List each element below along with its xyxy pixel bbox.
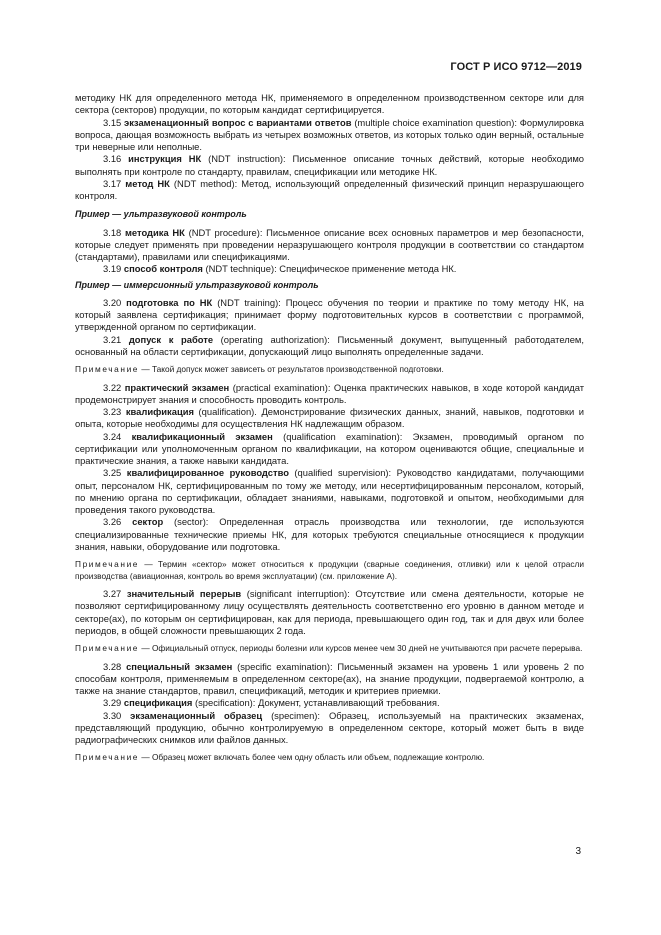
definition-3-26 bbox=[75, 516, 584, 553]
definition-term: способ контроля bbox=[123, 263, 203, 275]
note-text: — Образец может включать более чем одну область или объем, подлежащие контролю. bbox=[139, 752, 485, 763]
definition-term: методика НК bbox=[124, 226, 185, 238]
definition-text: (qualification examination): Экзамен, проводимый органом по сертификации или уполномоченным органом по квалификации, на котором оцениваются общие, специальные и практические знания, а также навыки кандидата. bbox=[75, 430, 584, 466]
definition-3-19 bbox=[75, 263, 584, 275]
definition-term: специальный экзамен bbox=[126, 660, 233, 672]
definition-term: инструкция НК bbox=[128, 153, 202, 165]
definition-number: 3.28 bbox=[103, 660, 127, 672]
page-number: 3 bbox=[575, 846, 581, 857]
definition-text: (specific examination): Письменный экзамен на уровень 1 или уровень 2 по способам контроля, применяемым в определенном секторе(ах), на знание продукции, подвергаемой контролю, а также на знание стандартов, правил, спецификаций, методик и критериев приемки. bbox=[75, 660, 584, 696]
definition-text: (practical examination): Оценка практических навыков, в ходе которой кандидат продемонстрирует знания и способность проводить контроль. bbox=[75, 381, 585, 405]
definition-3-21 bbox=[75, 334, 584, 359]
definition-term: допуск к работе bbox=[128, 333, 214, 345]
note-3-21 bbox=[75, 364, 584, 376]
definition-text: (NDT method): Метод, использующий определенный физический принцип неразрушающего контроля. bbox=[75, 177, 584, 201]
note-label: Примечание bbox=[75, 559, 140, 569]
definition-term: практический экзамен bbox=[124, 381, 230, 393]
definition-text: (qualification). Демонстрирование физических данных, знаний, навыков, подготовки и опыта, которые необходимы для осуществления НК надлежащим образом. bbox=[75, 406, 584, 430]
definition-number: 3.19 bbox=[103, 263, 124, 275]
definition-3-20 bbox=[75, 297, 584, 334]
definition-text: (specimen): Образец, используемый на практических экзаменах, представляющий продукцию, обычно контролируемую в определенном секторе, который может быть в виде радиографических снимков или файлов данных. bbox=[75, 709, 585, 745]
definition-number: 3.29 bbox=[103, 697, 124, 709]
note-label: Примечание bbox=[75, 643, 140, 653]
definition-number: 3.27 bbox=[103, 588, 127, 599]
definition-number: 3.21 bbox=[103, 333, 129, 345]
definition-text: (NDT technique): Специфическое применение метода НК. bbox=[202, 263, 457, 275]
note-label: Примечание bbox=[75, 752, 140, 763]
definition-term: экзаменационный образец bbox=[130, 709, 263, 721]
definition-term: спецификация bbox=[123, 697, 193, 709]
definition-term: метод НК bbox=[125, 177, 170, 189]
continued-paragraph: методику НК для определенного метода НК, применяемого в определенном производственном секторе или для сектора (секторов) продукции, по которым кандидат сертифицируется. bbox=[75, 92, 584, 116]
definition-number: 3.22 bbox=[103, 381, 125, 393]
definition-3-23 bbox=[75, 406, 584, 431]
definition-number: 3.18 bbox=[103, 226, 125, 238]
definition-text: (significant interruption): Отсутствие или смена деятельности, которые не позволяют сертифицированному лицу осуществлять деятельность соответственно его уровню в данном методе и секторе(ах), по которым он сертифицирован, как для периода, превышающего один год, так и для двух или более периодов, в общей сложности превышающих 2 года. bbox=[75, 588, 584, 636]
example-3-19: Пример — иммерсионный ультразвуковой контроль bbox=[75, 279, 319, 290]
definition-3-27 bbox=[75, 588, 584, 637]
definition-number: 3.15 bbox=[103, 116, 125, 128]
definition-3-28 bbox=[75, 661, 584, 698]
definition-term: квалификация bbox=[125, 406, 194, 417]
definition-3-18 bbox=[75, 227, 584, 264]
note-3-26 bbox=[75, 559, 584, 582]
note-text: — Термин «сектор» может относиться к продукции (сварные соединения, отливки) или к целой отрасли производства (авиационная, контроль во время эксплуатации) (см. приложение А). bbox=[75, 559, 584, 581]
definition-number: 3.20 bbox=[103, 296, 127, 308]
definition-text: (sector): Определенная отрасль производства или технологии, где используются специализированные технические приемы НК, для которых требуются специальные относящиеся к продукции знания, навыки, оборудование или подготовка. bbox=[75, 516, 584, 552]
definition-number: 3.25 bbox=[103, 467, 127, 479]
definition-3-24 bbox=[75, 431, 584, 468]
definition-number: 3.23 bbox=[103, 406, 126, 417]
definition-3-15 bbox=[75, 117, 584, 154]
definition-text: (NDT training): Процесс обучения по теории и практике по тому методу НК, на который заявлена сертификация; принимает форму подготовительных курсов в соответствии с программой, утвержденной органом по сертификации. bbox=[75, 296, 584, 333]
definition-term: подготовка по НК bbox=[126, 296, 213, 308]
definition-text: (specification): Документ, устанавливающий требования. bbox=[192, 697, 440, 709]
definition-3-16 bbox=[75, 153, 584, 178]
definition-number: 3.16 bbox=[103, 153, 129, 165]
definition-term: квалифицированное руководство bbox=[126, 467, 289, 479]
definition-3-29 bbox=[75, 697, 584, 709]
note-label: Примечание bbox=[75, 364, 140, 374]
note-text: — Официальный отпуск, периоды болезни или курсов менее чем 30 дней не учитываются при расчете перерыва. bbox=[139, 643, 583, 653]
definition-number: 3.24 bbox=[103, 430, 132, 442]
definition-3-17 bbox=[75, 178, 584, 203]
definition-3-30 bbox=[75, 710, 584, 747]
note-3-27 bbox=[75, 643, 584, 655]
definition-3-25 bbox=[75, 467, 584, 516]
note-3-30 bbox=[75, 752, 584, 764]
definition-text: (qualified supervision): Руководство кандидатами, получающими опыт, персоналом НК, сертифицированным по тому же методу, или несертифицированным персоналом, который, по мнению органа по сертификации, обладает знаниями, навыками, подготовкой и опытом, необходимыми для проведения такого руководства. bbox=[75, 467, 584, 515]
definition-text: (operating authorization): Письменный документ, выпущенный работодателем, основанный на области сертификации, допускающий лицо выполнять определенные задачи. bbox=[75, 333, 584, 357]
definition-term: сектор bbox=[132, 516, 164, 528]
definition-number: 3.17 bbox=[103, 177, 126, 189]
page-header-standard: ГОСТ Р ИСО 9712—2019 bbox=[450, 61, 582, 73]
definition-term: квалификационный экзамен bbox=[131, 430, 273, 442]
definition-number: 3.26 bbox=[103, 516, 133, 528]
document-body bbox=[75, 92, 584, 764]
definition-term: значительный перерыв bbox=[126, 588, 242, 599]
definition-3-22 bbox=[75, 382, 584, 407]
definition-term: экзаменационный вопрос с вариантами ответов bbox=[124, 116, 352, 128]
definition-text: (NDT procedure): Письменное описание всех основных параметров и мер безопасности, которые следует применять при проведении неразрушающего контроля продукции в соответствии со стандартом (стандартами), правилами или спецификациями. bbox=[75, 226, 584, 262]
definition-number: 3.30 bbox=[103, 709, 131, 721]
definition-text: (NDT instruction): Письменное описание точных действий, которые необходимо выполнять при контроле по стандарту, правилам, спецификации или методике НК. bbox=[75, 153, 584, 177]
definition-text: (multiple choice examination question): Формулировка вопроса, дающая возможность выбрать из четырех возможных ответов, из которых только один верный, остальные три неверные или неполные. bbox=[75, 116, 584, 152]
example-3-17: Пример — ультразвуковой контроль bbox=[75, 209, 247, 220]
note-text: — Такой допуск может зависеть от результатов производственной подготовки. bbox=[139, 364, 444, 374]
